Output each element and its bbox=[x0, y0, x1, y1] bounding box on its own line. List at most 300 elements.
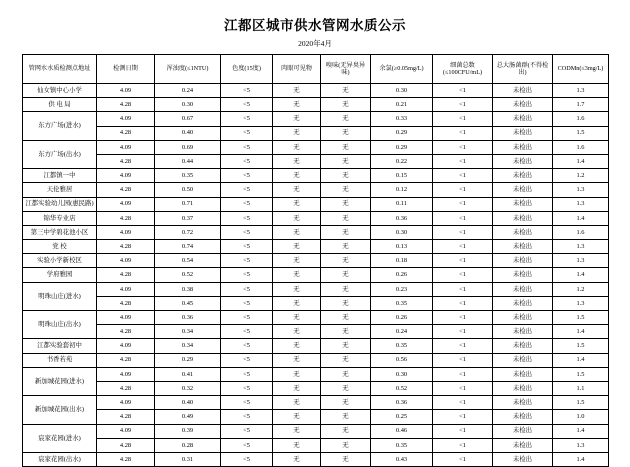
cell-date: 4.09 bbox=[97, 225, 155, 239]
cell-color: <5 bbox=[221, 424, 273, 438]
cell-color: <5 bbox=[221, 225, 273, 239]
cell-turbidity: 0.30 bbox=[155, 98, 221, 112]
cell-residual-chlorine: 0.43 bbox=[371, 452, 433, 466]
cell-codmn: 1.4 bbox=[553, 268, 609, 282]
cell-turbidity: 0.69 bbox=[155, 140, 221, 154]
cell-turbidity: 0.40 bbox=[155, 126, 221, 140]
cell-residual-chlorine: 0.25 bbox=[371, 410, 433, 424]
cell-color: <5 bbox=[221, 339, 273, 353]
cell-date: 4.28 bbox=[97, 240, 155, 254]
cell-odor: 无 bbox=[321, 353, 371, 367]
cell-residual-chlorine: 0.35 bbox=[371, 438, 433, 452]
cell-odor: 无 bbox=[321, 325, 371, 339]
cell-color: <5 bbox=[221, 268, 273, 282]
table-row bbox=[23, 424, 609, 438]
cell-date: 4.28 bbox=[97, 268, 155, 282]
cell-date: 4.09 bbox=[97, 140, 155, 154]
cell-residual-chlorine: 0.52 bbox=[371, 381, 433, 395]
cell-residual-chlorine: 0.12 bbox=[371, 183, 433, 197]
cell-color: <5 bbox=[221, 169, 273, 183]
table-row bbox=[23, 112, 609, 126]
table-row bbox=[23, 325, 609, 339]
document-page bbox=[0, 14, 630, 463]
cell-site: 实验小学新校区 bbox=[23, 254, 97, 268]
cell-codmn: 1.3 bbox=[553, 197, 609, 211]
cell-site: 宸家花园(进水) bbox=[23, 424, 97, 452]
cell-codmn: 1.5 bbox=[553, 396, 609, 410]
cell-site: 江都镇一中 bbox=[23, 169, 97, 183]
table-row bbox=[23, 353, 609, 367]
cell-coliform: 未检出 bbox=[493, 452, 553, 466]
cell-coliform: 未检出 bbox=[493, 254, 553, 268]
table-row bbox=[23, 282, 609, 296]
cell-turbidity: 0.24 bbox=[155, 84, 221, 98]
cell-residual-chlorine: 0.21 bbox=[371, 98, 433, 112]
cell-codmn: 1.7 bbox=[553, 98, 609, 112]
cell-date: 4.09 bbox=[97, 84, 155, 98]
cell-color: <5 bbox=[221, 296, 273, 310]
cell-turbidity: 0.67 bbox=[155, 112, 221, 126]
cell-turbidity: 0.40 bbox=[155, 396, 221, 410]
cell-turbidity: 0.39 bbox=[155, 424, 221, 438]
cell-coliform: 未检出 bbox=[493, 339, 553, 353]
cell-color: <5 bbox=[221, 154, 273, 168]
cell-visible-matter: 无 bbox=[273, 396, 321, 410]
cell-site: 供 电 局 bbox=[23, 98, 97, 112]
cell-coliform: 未检出 bbox=[493, 183, 553, 197]
column-header-visible-matter: 肉眼可见物 bbox=[273, 55, 321, 84]
cell-turbidity: 0.37 bbox=[155, 211, 221, 225]
page-subtitle: 2020年4月 bbox=[298, 39, 332, 48]
cell-codmn: 1.2 bbox=[553, 282, 609, 296]
cell-bacteria-count: <1 bbox=[433, 240, 493, 254]
cell-codmn: 1.4 bbox=[553, 452, 609, 466]
table-body bbox=[23, 84, 609, 467]
cell-turbidity: 0.32 bbox=[155, 381, 221, 395]
table-row bbox=[23, 311, 609, 325]
cell-odor: 无 bbox=[321, 381, 371, 395]
cell-codmn: 1.3 bbox=[553, 84, 609, 98]
cell-odor: 无 bbox=[321, 254, 371, 268]
cell-residual-chlorine: 0.56 bbox=[371, 353, 433, 367]
cell-color: <5 bbox=[221, 140, 273, 154]
cell-coliform: 未检出 bbox=[493, 98, 553, 112]
table-row bbox=[23, 410, 609, 424]
cell-odor: 无 bbox=[321, 396, 371, 410]
cell-residual-chlorine: 0.24 bbox=[371, 325, 433, 339]
cell-coliform: 未检出 bbox=[493, 169, 553, 183]
column-header-odor: 嗅味(无异臭异味) bbox=[321, 55, 371, 84]
cell-site: 锦华专业店 bbox=[23, 211, 97, 225]
cell-bacteria-count: <1 bbox=[433, 154, 493, 168]
cell-odor: 无 bbox=[321, 282, 371, 296]
cell-bacteria-count: <1 bbox=[433, 183, 493, 197]
cell-site: 东方广场(进水) bbox=[23, 112, 97, 140]
cell-codmn: 1.3 bbox=[553, 438, 609, 452]
cell-codmn: 1.1 bbox=[553, 381, 609, 395]
cell-visible-matter: 无 bbox=[273, 424, 321, 438]
cell-odor: 无 bbox=[321, 169, 371, 183]
cell-date: 4.09 bbox=[97, 367, 155, 381]
cell-date: 4.09 bbox=[97, 311, 155, 325]
cell-turbidity: 0.50 bbox=[155, 183, 221, 197]
cell-visible-matter: 无 bbox=[273, 254, 321, 268]
cell-bacteria-count: <1 bbox=[433, 353, 493, 367]
table-row bbox=[23, 98, 609, 112]
cell-residual-chlorine: 0.30 bbox=[371, 367, 433, 381]
table-header bbox=[23, 55, 609, 84]
water-quality-table bbox=[22, 54, 609, 467]
cell-color: <5 bbox=[221, 367, 273, 381]
cell-residual-chlorine: 0.26 bbox=[371, 268, 433, 282]
cell-residual-chlorine: 0.26 bbox=[371, 311, 433, 325]
cell-odor: 无 bbox=[321, 225, 371, 239]
cell-codmn: 1.4 bbox=[553, 353, 609, 367]
cell-coliform: 未检出 bbox=[493, 126, 553, 140]
cell-site: 新加城花园(进水) bbox=[23, 367, 97, 395]
table-header-row bbox=[23, 55, 609, 84]
cell-coliform: 未检出 bbox=[493, 296, 553, 310]
cell-visible-matter: 无 bbox=[273, 140, 321, 154]
cell-codmn: 1.4 bbox=[553, 325, 609, 339]
cell-visible-matter: 无 bbox=[273, 268, 321, 282]
cell-bacteria-count: <1 bbox=[433, 282, 493, 296]
cell-odor: 无 bbox=[321, 410, 371, 424]
cell-color: <5 bbox=[221, 282, 273, 296]
cell-odor: 无 bbox=[321, 452, 371, 466]
cell-turbidity: 0.49 bbox=[155, 410, 221, 424]
cell-residual-chlorine: 0.22 bbox=[371, 154, 433, 168]
table-row bbox=[23, 396, 609, 410]
table-row bbox=[23, 154, 609, 168]
cell-visible-matter: 无 bbox=[273, 211, 321, 225]
cell-color: <5 bbox=[221, 183, 273, 197]
cell-visible-matter: 无 bbox=[273, 311, 321, 325]
cell-turbidity: 0.45 bbox=[155, 296, 221, 310]
cell-coliform: 未检出 bbox=[493, 154, 553, 168]
cell-turbidity: 0.54 bbox=[155, 254, 221, 268]
cell-date: 4.09 bbox=[97, 197, 155, 211]
page-title: 江都区城市供水管网水质公示 bbox=[224, 18, 406, 33]
cell-bacteria-count: <1 bbox=[433, 169, 493, 183]
cell-color: <5 bbox=[221, 396, 273, 410]
cell-date: 4.28 bbox=[97, 452, 155, 466]
cell-coliform: 未检出 bbox=[493, 211, 553, 225]
cell-residual-chlorine: 0.23 bbox=[371, 282, 433, 296]
cell-site: 第三中学碧花池小区 bbox=[23, 225, 97, 239]
cell-residual-chlorine: 0.35 bbox=[371, 339, 433, 353]
cell-site: 明珠山庄(出水) bbox=[23, 311, 97, 339]
cell-odor: 无 bbox=[321, 367, 371, 381]
cell-residual-chlorine: 0.46 bbox=[371, 424, 433, 438]
cell-visible-matter: 无 bbox=[273, 225, 321, 239]
cell-residual-chlorine: 0.30 bbox=[371, 225, 433, 239]
cell-codmn: 1.4 bbox=[553, 211, 609, 225]
cell-bacteria-count: <1 bbox=[433, 396, 493, 410]
cell-visible-matter: 无 bbox=[273, 325, 321, 339]
cell-color: <5 bbox=[221, 197, 273, 211]
table-row bbox=[23, 296, 609, 310]
cell-color: <5 bbox=[221, 112, 273, 126]
cell-color: <5 bbox=[221, 126, 273, 140]
cell-residual-chlorine: 0.29 bbox=[371, 126, 433, 140]
cell-codmn: 1.5 bbox=[553, 311, 609, 325]
cell-bacteria-count: <1 bbox=[433, 211, 493, 225]
cell-bacteria-count: <1 bbox=[433, 296, 493, 310]
cell-visible-matter: 无 bbox=[273, 282, 321, 296]
cell-coliform: 未检出 bbox=[493, 353, 553, 367]
cell-date: 4.28 bbox=[97, 154, 155, 168]
cell-odor: 无 bbox=[321, 84, 371, 98]
cell-codmn: 1.6 bbox=[553, 112, 609, 126]
cell-color: <5 bbox=[221, 211, 273, 225]
cell-turbidity: 0.38 bbox=[155, 282, 221, 296]
cell-coliform: 未检出 bbox=[493, 112, 553, 126]
cell-bacteria-count: <1 bbox=[433, 410, 493, 424]
cell-turbidity: 0.36 bbox=[155, 311, 221, 325]
table-row bbox=[23, 169, 609, 183]
cell-visible-matter: 无 bbox=[273, 183, 321, 197]
cell-date: 4.28 bbox=[97, 353, 155, 367]
cell-bacteria-count: <1 bbox=[433, 381, 493, 395]
cell-turbidity: 0.44 bbox=[155, 154, 221, 168]
cell-bacteria-count: <1 bbox=[433, 254, 493, 268]
cell-coliform: 未检出 bbox=[493, 240, 553, 254]
cell-visible-matter: 无 bbox=[273, 367, 321, 381]
cell-site: 江都实验幼儿园(惠民路) bbox=[23, 197, 97, 211]
cell-codmn: 1.2 bbox=[553, 169, 609, 183]
cell-residual-chlorine: 0.11 bbox=[371, 197, 433, 211]
table-row bbox=[23, 140, 609, 154]
cell-codmn: 1.3 bbox=[553, 240, 609, 254]
cell-date: 4.09 bbox=[97, 112, 155, 126]
cell-bacteria-count: <1 bbox=[433, 452, 493, 466]
cell-site: 学府雅园 bbox=[23, 268, 97, 282]
cell-visible-matter: 无 bbox=[273, 410, 321, 424]
cell-codmn: 1.0 bbox=[553, 410, 609, 424]
cell-visible-matter: 无 bbox=[273, 381, 321, 395]
cell-residual-chlorine: 0.13 bbox=[371, 240, 433, 254]
cell-date: 4.28 bbox=[97, 410, 155, 424]
cell-date: 4.28 bbox=[97, 325, 155, 339]
cell-odor: 无 bbox=[321, 154, 371, 168]
cell-color: <5 bbox=[221, 84, 273, 98]
cell-coliform: 未检出 bbox=[493, 282, 553, 296]
cell-site: 党 校 bbox=[23, 240, 97, 254]
column-header-color: 色度(15度) bbox=[221, 55, 273, 84]
cell-odor: 无 bbox=[321, 311, 371, 325]
cell-visible-matter: 无 bbox=[273, 452, 321, 466]
cell-visible-matter: 无 bbox=[273, 98, 321, 112]
cell-turbidity: 0.74 bbox=[155, 240, 221, 254]
cell-bacteria-count: <1 bbox=[433, 140, 493, 154]
cell-bacteria-count: <1 bbox=[433, 84, 493, 98]
cell-date: 4.28 bbox=[97, 183, 155, 197]
table-row bbox=[23, 197, 609, 211]
table-row bbox=[23, 438, 609, 452]
cell-codmn: 1.3 bbox=[553, 254, 609, 268]
column-header-coliform: 总大肠菌群(不得检出) bbox=[493, 55, 553, 84]
cell-turbidity: 0.35 bbox=[155, 169, 221, 183]
cell-turbidity: 0.31 bbox=[155, 452, 221, 466]
cell-bacteria-count: <1 bbox=[433, 225, 493, 239]
cell-odor: 无 bbox=[321, 424, 371, 438]
cell-codmn: 1.4 bbox=[553, 154, 609, 168]
cell-date: 4.09 bbox=[97, 254, 155, 268]
cell-visible-matter: 无 bbox=[273, 353, 321, 367]
cell-codmn: 1.3 bbox=[553, 183, 609, 197]
cell-odor: 无 bbox=[321, 296, 371, 310]
cell-residual-chlorine: 0.18 bbox=[371, 254, 433, 268]
cell-coliform: 未检出 bbox=[493, 311, 553, 325]
table-row bbox=[23, 84, 609, 98]
table-row bbox=[23, 339, 609, 353]
cell-coliform: 未检出 bbox=[493, 367, 553, 381]
cell-coliform: 未检出 bbox=[493, 381, 553, 395]
table-row bbox=[23, 211, 609, 225]
cell-odor: 无 bbox=[321, 268, 371, 282]
cell-date: 4.28 bbox=[97, 296, 155, 310]
cell-odor: 无 bbox=[321, 197, 371, 211]
cell-bacteria-count: <1 bbox=[433, 311, 493, 325]
cell-site: 书香若苑 bbox=[23, 353, 97, 367]
cell-turbidity: 0.34 bbox=[155, 339, 221, 353]
column-header-codmn: CODMn(≤3mg/L) bbox=[553, 55, 609, 84]
cell-residual-chlorine: 0.36 bbox=[371, 211, 433, 225]
cell-bacteria-count: <1 bbox=[433, 112, 493, 126]
cell-bacteria-count: <1 bbox=[433, 367, 493, 381]
cell-coliform: 未检出 bbox=[493, 84, 553, 98]
cell-color: <5 bbox=[221, 381, 273, 395]
cell-bacteria-count: <1 bbox=[433, 325, 493, 339]
cell-color: <5 bbox=[221, 240, 273, 254]
cell-site: 明珠山庄(进水) bbox=[23, 282, 97, 310]
cell-odor: 无 bbox=[321, 98, 371, 112]
cell-date: 4.28 bbox=[97, 126, 155, 140]
cell-residual-chlorine: 0.36 bbox=[371, 396, 433, 410]
cell-color: <5 bbox=[221, 438, 273, 452]
water-quality-table-wrapper bbox=[22, 54, 608, 467]
table-row bbox=[23, 381, 609, 395]
cell-site: 江都实验套初中 bbox=[23, 339, 97, 353]
cell-coliform: 未检出 bbox=[493, 140, 553, 154]
cell-bacteria-count: <1 bbox=[433, 98, 493, 112]
cell-coliform: 未检出 bbox=[493, 197, 553, 211]
cell-color: <5 bbox=[221, 325, 273, 339]
cell-codmn: 1.3 bbox=[553, 296, 609, 310]
cell-odor: 无 bbox=[321, 240, 371, 254]
cell-turbidity: 0.52 bbox=[155, 268, 221, 282]
table-row bbox=[23, 225, 609, 239]
cell-visible-matter: 无 bbox=[273, 169, 321, 183]
table-row bbox=[23, 183, 609, 197]
cell-odor: 无 bbox=[321, 126, 371, 140]
cell-turbidity: 0.28 bbox=[155, 438, 221, 452]
cell-bacteria-count: <1 bbox=[433, 424, 493, 438]
cell-color: <5 bbox=[221, 410, 273, 424]
cell-visible-matter: 无 bbox=[273, 240, 321, 254]
cell-visible-matter: 无 bbox=[273, 197, 321, 211]
cell-odor: 无 bbox=[321, 183, 371, 197]
cell-residual-chlorine: 0.33 bbox=[371, 112, 433, 126]
cell-date: 4.09 bbox=[97, 169, 155, 183]
cell-bacteria-count: <1 bbox=[433, 339, 493, 353]
column-header-site: 管网水水质检测点地址 bbox=[23, 55, 97, 84]
cell-bacteria-count: <1 bbox=[433, 126, 493, 140]
cell-site: 天伦雅居 bbox=[23, 183, 97, 197]
cell-residual-chlorine: 0.15 bbox=[371, 169, 433, 183]
cell-bacteria-count: <1 bbox=[433, 197, 493, 211]
column-header-bacteria-count: 细菌总数(≤100CFU/mL) bbox=[433, 55, 493, 84]
cell-codmn: 1.5 bbox=[553, 367, 609, 381]
cell-site: 东方广场(出水) bbox=[23, 140, 97, 168]
column-header-turbidity: 浑浊度(≤1NTU) bbox=[155, 55, 221, 84]
cell-date: 4.09 bbox=[97, 282, 155, 296]
cell-bacteria-count: <1 bbox=[433, 438, 493, 452]
cell-color: <5 bbox=[221, 311, 273, 325]
cell-codmn: 1.5 bbox=[553, 339, 609, 353]
cell-codmn: 1.6 bbox=[553, 140, 609, 154]
cell-residual-chlorine: 0.30 bbox=[371, 84, 433, 98]
cell-visible-matter: 无 bbox=[273, 84, 321, 98]
table-row bbox=[23, 268, 609, 282]
cell-turbidity: 0.71 bbox=[155, 197, 221, 211]
cell-coliform: 未检出 bbox=[493, 438, 553, 452]
cell-coliform: 未检出 bbox=[493, 396, 553, 410]
cell-date: 4.28 bbox=[97, 381, 155, 395]
cell-codmn: 1.4 bbox=[553, 424, 609, 438]
cell-visible-matter: 无 bbox=[273, 296, 321, 310]
cell-date: 4.28 bbox=[97, 211, 155, 225]
table-row bbox=[23, 452, 609, 466]
cell-turbidity: 0.34 bbox=[155, 325, 221, 339]
cell-coliform: 未检出 bbox=[493, 325, 553, 339]
cell-odor: 无 bbox=[321, 211, 371, 225]
cell-turbidity: 0.29 bbox=[155, 353, 221, 367]
cell-visible-matter: 无 bbox=[273, 154, 321, 168]
cell-visible-matter: 无 bbox=[273, 112, 321, 126]
cell-site: 新加城花园(出水) bbox=[23, 396, 97, 424]
cell-turbidity: 0.41 bbox=[155, 367, 221, 381]
cell-coliform: 未检出 bbox=[493, 225, 553, 239]
table-row bbox=[23, 254, 609, 268]
cell-color: <5 bbox=[221, 452, 273, 466]
cell-odor: 无 bbox=[321, 140, 371, 154]
cell-site: 仙女镇中心小学 bbox=[23, 84, 97, 98]
cell-bacteria-count: <1 bbox=[433, 268, 493, 282]
cell-coliform: 未检出 bbox=[493, 410, 553, 424]
cell-site: 宸家花园(出水) bbox=[23, 452, 97, 466]
cell-odor: 无 bbox=[321, 112, 371, 126]
cell-codmn: 1.5 bbox=[553, 126, 609, 140]
cell-odor: 无 bbox=[321, 339, 371, 353]
table-row bbox=[23, 240, 609, 254]
table-row bbox=[23, 367, 609, 381]
cell-date: 4.28 bbox=[97, 98, 155, 112]
cell-odor: 无 bbox=[321, 438, 371, 452]
cell-coliform: 未检出 bbox=[493, 268, 553, 282]
cell-turbidity: 0.72 bbox=[155, 225, 221, 239]
cell-visible-matter: 无 bbox=[273, 126, 321, 140]
cell-date: 4.28 bbox=[97, 438, 155, 452]
cell-color: <5 bbox=[221, 98, 273, 112]
column-header-residual-chlorine: 余氯(≥0.05mg/L) bbox=[371, 55, 433, 84]
cell-visible-matter: 无 bbox=[273, 339, 321, 353]
column-header-date: 检测日期 bbox=[97, 55, 155, 84]
cell-date: 4.09 bbox=[97, 396, 155, 410]
cell-coliform: 未检出 bbox=[493, 424, 553, 438]
cell-residual-chlorine: 0.29 bbox=[371, 140, 433, 154]
